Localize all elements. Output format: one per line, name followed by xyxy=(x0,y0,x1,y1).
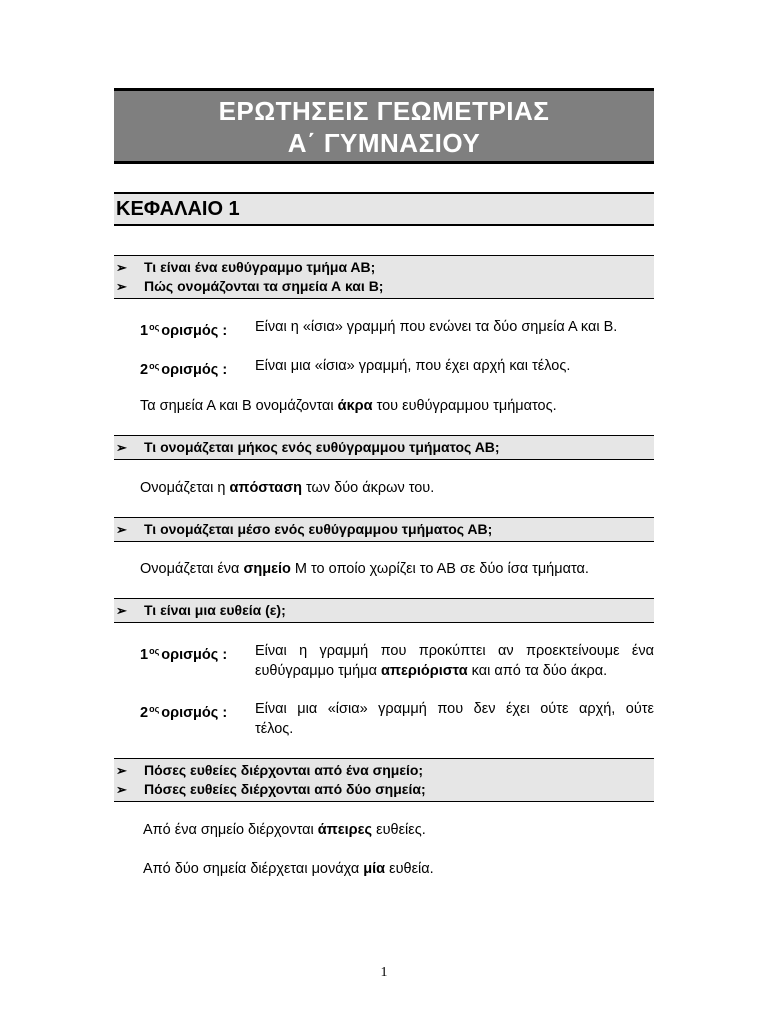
answer-paragraph-1: Τα σημεία Α και Β ονομάζονται άκρα του ευθύγραμμου τμήματος. xyxy=(140,398,557,414)
answer-paragraph-2: Ονομάζεται η απόσταση των δύο άκρων του. xyxy=(140,480,435,496)
document-title xyxy=(114,88,654,164)
arrow-bullet-icon: ➢ xyxy=(116,522,127,537)
chapter-heading: ΚΕΦΑΛΑΙΟ 1 xyxy=(114,192,654,226)
question-text: Τι είναι ένα ευθύγραμμο τμήμα ΑΒ; xyxy=(144,259,376,275)
question-text: Πόσες ευθείες διέρχονται από ένα σημείο; xyxy=(144,762,424,778)
definition-4: $2^{o\varsigma}$ ορισμός : Είναι μια «ίσια» γραμμή που δεν έχει ούτε αρχή, ούτε τέλος. xyxy=(140,701,654,737)
definition-3: $1^{o\varsigma}$ ορισμός : Είναι η γραμμή που προκύπτει αν προεκτείνουμε ένα ευθύγραμμο τμήμα απεριόριστα και από τα δύο άκρα. xyxy=(140,643,654,679)
definition-text: Είναι μια «ίσια» γραμμή που δεν έχει ούτε αρχή, ούτε xyxy=(255,701,654,717)
question-text: Πώς ονομάζονται τα σημεία Α και Β; xyxy=(144,278,384,294)
question-box-2 xyxy=(114,435,654,460)
question-text: Τι είναι μια ευθεία (ε); xyxy=(144,602,286,618)
answer-paragraph-5: Από δύο σημεία διέρχεται μονάχα μία ευθεία. xyxy=(143,861,434,877)
arrow-bullet-icon: ➢ xyxy=(116,603,127,618)
title-line-2: Α΄ ΓΥΜΝΑΣΙΟΥ xyxy=(287,128,481,158)
question-box-4 xyxy=(114,598,654,623)
arrow-bullet-icon: ➢ xyxy=(116,782,127,797)
definition-text: Είναι η «ίσια» γραμμή που ενώνει τα δύο σημεία Α και Β. xyxy=(255,319,618,335)
answer-paragraph-3: Ονομάζεται ένα σημείο Μ το οποίο χωρίζει το ΑΒ σε δύο ίσα τμήματα. xyxy=(140,561,589,577)
question-text: Πόσες ευθείες διέρχονται από δύο σημεία; xyxy=(144,781,426,797)
question-box-3 xyxy=(114,517,654,542)
arrow-bullet-icon: ➢ xyxy=(116,260,127,275)
definition-text: Είναι μια «ίσια» γραμμή, που έχει αρχή και τέλος. xyxy=(255,358,571,374)
answer-paragraph-4: Από ένα σημείο διέρχονται άπειρες ευθείες. xyxy=(143,822,426,838)
question-box-5 xyxy=(114,758,654,802)
arrow-bullet-icon: ➢ xyxy=(116,279,127,294)
question-text: Τι ονομάζεται μέσο ενός ευθύγραμμου τμήματος ΑΒ; xyxy=(144,521,493,537)
question-text: Τι ονομάζεται μήκος ενός ευθύγραμμου τμήματος ΑΒ; xyxy=(144,439,500,455)
title-line-1: ΕΡΩΤΗΣΕΙΣ ΓΕΩΜΕΤΡΙΑΣ xyxy=(218,96,550,126)
definition-text: τέλος. xyxy=(255,721,294,737)
question-box-1 xyxy=(114,255,654,299)
arrow-bullet-icon: ➢ xyxy=(116,440,127,455)
arrow-bullet-icon: ➢ xyxy=(116,763,127,778)
page-number: 1 xyxy=(380,965,388,980)
definition-text: Είναι η γραμμή που προκύπτει αν προεκτείνουμε ένα xyxy=(255,643,654,659)
